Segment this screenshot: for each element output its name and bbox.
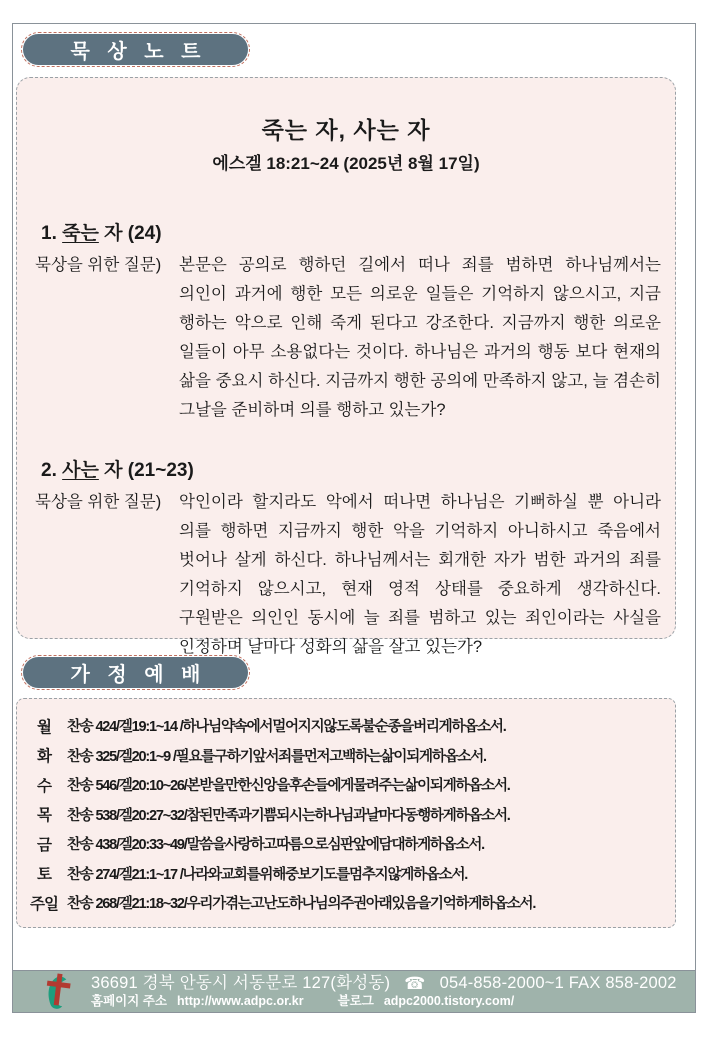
section-2-question-label: 묵상을 위한 질문)	[35, 493, 162, 511]
worship-row-text: 찬송 546/겔20:10~26/본받을만한신앙을후손들에게물려주는삶이되게하옵소서.	[67, 778, 510, 795]
worship-day-label: 금	[37, 836, 51, 854]
worship-row-tue	[21, 741, 667, 771]
sermon-scripture-date: 에스겔 18:21~24 (2025년 8월 17일)	[212, 154, 480, 173]
worship-row-thu	[21, 800, 667, 830]
section-2-question-body: 악인이라 할지라도 악에서 떠나면 하나님은 기뻐하실 뿐 아니라 의를 행하면 지금까지 행한 악을 기억하지 아니하시고 죽음에서 벗어나 살게 하신다. 하나님께서는 회개한 자가 범한 과거의 죄를 기억하지 않으시고, 현재 영적 상태를 중요하게 생각하신다. 구원받은 의인인 동시에 늘 죄를 범하고 있는 죄인이라는 사실을 인정하며 날마다 성화의 삶을 살고 있는가?	[179, 493, 661, 656]
worship-row-text: 찬송 424/겔19:1~14 /하나님약속에서멀어지지않도록불순종을버리게하옵소서.	[67, 719, 506, 736]
church-cross-logo-icon	[41, 972, 75, 1012]
meditation-note-badge	[23, 34, 248, 65]
family-worship-badge-label: 가 정 예 배	[70, 664, 207, 686]
worship-day-label: 목	[37, 807, 51, 825]
homepage-url: http://www.adpc.or.kr	[176, 994, 304, 1008]
footer-text-lines	[91, 974, 695, 1009]
section-2-number: 2.	[41, 460, 57, 481]
worship-row-text: 찬송 325/겔20:1~9 /필요를구하기앞서죄를먼저고백하는삶이되게하옵소서.	[67, 748, 486, 765]
worship-day-label: 화	[37, 748, 51, 766]
meditation-box	[16, 77, 676, 656]
section-2-heading-rest: 자 (21~23)	[98, 460, 194, 481]
worship-day-label: 월	[37, 718, 51, 736]
worship-row-text: 찬송 438/겔20:33~49/말씀을사랑하고따름으로심판앞에담대하게하옵소서.	[67, 837, 484, 854]
meditation-note-badge-label: 묵 상 노 트	[70, 41, 207, 63]
section-1-heading	[41, 218, 661, 245]
worship-row-text: 찬송 538/겔20:27~32/참된만족과기쁨되시는하나님과날마다동행하게하옵소서.	[67, 807, 510, 824]
worship-row-mon	[21, 711, 667, 741]
homepage-label: 홈페이지 주소	[91, 994, 167, 1008]
worship-row-text: 찬송 268/겔21:18~32/우리가겪는고난도하나님의주권아래있음을기억하게하옵소서.	[67, 896, 536, 913]
section-1-question-body: 본문은 공의로 행하던 길에서 떠나 죄를 범하면 하나님께서는 의인이 과거에 행한 모든 의로운 일들은 기억하지 않으시고, 지금 행하는 악으로 인해 죽게 된다고 강조한다. 지금까지 행한 의로운 일들이 아무 소용없다는 것이다. 하나님은 과거의 행동 보다 현재의 삶을 중요시 하신다. 지금까지 행한 공의에 만족하지 않고, 늘 겸손히 그날을 준비하며 의를 행하고 있는가?	[179, 256, 661, 419]
footer-phone: 054-858-2000~1 FAX 858-2002	[439, 974, 677, 992]
worship-row-wed	[21, 770, 667, 800]
section-2-question-row	[31, 488, 661, 662]
section-2-underlined-word: 사는	[62, 460, 99, 481]
worship-day-label: 수	[37, 777, 51, 795]
section-1-number: 1.	[41, 223, 57, 244]
worship-row-text: 찬송 274/겔21:1~17 /나라와교회를위해중보기도를멈추지않게하옵소서.	[67, 866, 468, 883]
worship-row-sat	[21, 859, 667, 889]
blog-label: 블로그	[337, 994, 374, 1008]
phone-icon: ☎	[404, 974, 426, 993]
blog-url: adpc2000.tistory.com/	[383, 994, 515, 1008]
footer-address: 36691 경북 안동시 서동문로 127(화성동)	[91, 974, 391, 992]
sermon-title: 죽는 자, 사는 자	[261, 117, 431, 143]
family-worship-badge	[23, 657, 248, 688]
footer-web-line	[91, 994, 695, 1009]
footer-contact-band	[12, 970, 696, 1013]
section-2-heading	[41, 455, 661, 482]
section-1-heading-rest: 자 (24)	[98, 223, 162, 244]
worship-day-label: 주일	[30, 895, 58, 913]
section-1-underlined-word: 죽는	[62, 223, 99, 244]
worship-day-label: 토	[37, 866, 51, 884]
family-worship-box	[16, 698, 676, 928]
footer-address-line	[91, 974, 695, 993]
worship-row-sun	[21, 888, 667, 918]
worship-row-fri	[21, 829, 667, 859]
section-1-question-label: 묵상을 위한 질문)	[35, 256, 162, 274]
section-1-question-row	[31, 251, 661, 425]
